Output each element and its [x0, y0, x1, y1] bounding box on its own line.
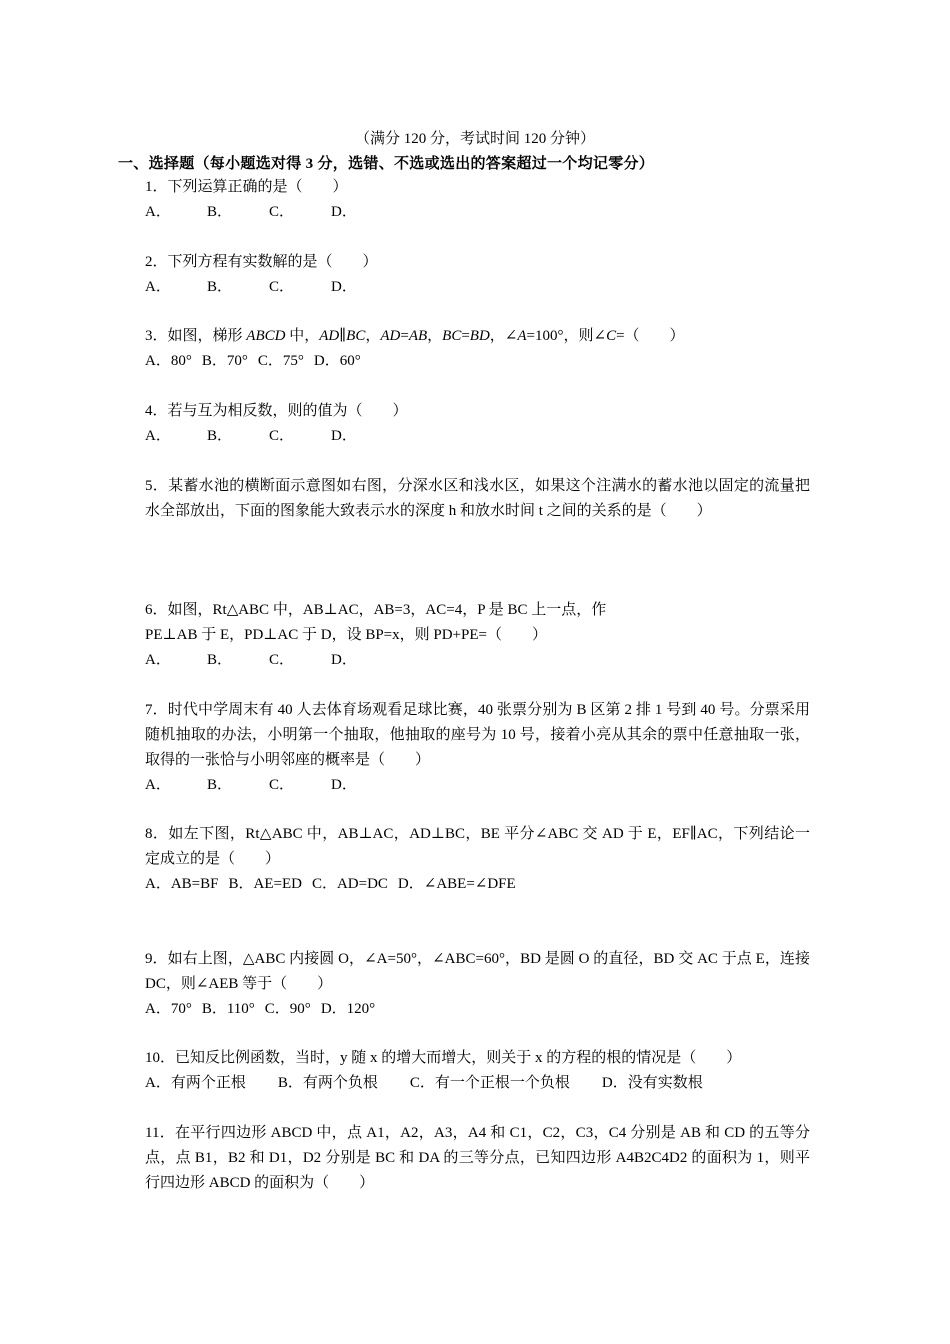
- option-d: D．∠ABE=∠DFE: [397, 876, 516, 892]
- question-number: 8．: [145, 826, 169, 842]
- option-d: D．120°: [320, 1001, 376, 1017]
- section-heading: 一、选择题（每小题选对得 3 分，选错、不选或选出的答案超过一个均记零分）: [118, 156, 655, 172]
- text-part: C: [606, 328, 617, 344]
- text-part: BD: [469, 328, 490, 344]
- exam-subtitle: （满分 120 分，考试时间 120 分钟）: [354, 131, 595, 147]
- option-b: B．: [207, 204, 233, 220]
- option-c: C．: [269, 652, 295, 668]
- question-number: 1．: [145, 179, 168, 195]
- option-c: C．: [269, 777, 295, 793]
- question-number: 2．: [145, 254, 168, 270]
- option-d: D．没有实数根: [601, 1075, 703, 1091]
- text-part: =（ ）: [616, 328, 685, 344]
- text-part: AD: [380, 328, 401, 344]
- text-part: AB: [408, 328, 428, 344]
- question-text: 若与互为相反数，则的值为（ ）: [167, 403, 408, 419]
- question-number: 4．: [145, 403, 168, 419]
- text-part: ，: [365, 328, 381, 344]
- text-part: BC: [346, 328, 366, 344]
- option-a: A．: [145, 428, 171, 444]
- option-a: A．: [145, 652, 171, 668]
- question-text: 下列运算正确的是（ ）: [167, 179, 348, 195]
- options: [145, 275, 810, 300]
- option-a: A．: [145, 279, 171, 295]
- text-part: BC: [442, 328, 462, 344]
- question-text: 已知反比例函数，当时，y 随 x 的增大而增大，则关于 x 的方程的根的情况是（ ）: [175, 1050, 742, 1066]
- question-text: 如左下图，Rt△ABC 中，AB⊥AC，AD⊥BC，BE 平分∠ABC 交 AD 于 E，EF∥AC，下列结论一定成立的是（ ）: [145, 826, 810, 867]
- option-c: C．90°: [264, 1001, 311, 1017]
- option-c: C．有一个正根一个负根: [409, 1075, 570, 1091]
- question-10: [145, 1046, 810, 1096]
- options: [145, 200, 810, 225]
- option-c: C．: [269, 204, 295, 220]
- question-text: 下列方程有实数解的是（ ）: [167, 254, 378, 270]
- text-part: =100°，则∠: [526, 328, 607, 344]
- option-b: B．: [207, 428, 233, 444]
- question-text: 时代中学周末有 40 人去体育场观看足球比赛，40 张票分别为 B 区第 2 排 1 号到 40 号。分票采用随机抽取的办法，小明第一个抽取，他抽取的座号为 10 号，接着小亮从其余的票中任意抽取一张，取得的一张恰与小明邻座的概率是（ ）: [145, 702, 810, 768]
- options: [145, 872, 810, 897]
- option-b: B．: [207, 652, 233, 668]
- question-number: 5．: [145, 478, 169, 494]
- text-part: A: [517, 328, 527, 344]
- option-a: A．AB=BF: [145, 876, 219, 892]
- text-part: ∥: [339, 328, 347, 344]
- option-c: C．: [269, 279, 295, 295]
- question-4: [145, 399, 810, 449]
- question-5: [145, 474, 810, 524]
- option-d: D．: [331, 279, 357, 295]
- option-a: A．: [145, 777, 171, 793]
- question-number: 9．: [145, 951, 168, 967]
- option-c: C．75°: [257, 353, 304, 369]
- option-c: C．: [269, 428, 295, 444]
- option-b: B．有两个负根: [277, 1075, 378, 1091]
- option-c: C．AD=DC: [311, 876, 388, 892]
- question-1: [145, 175, 810, 225]
- question-text-line1: 如图，Rt△ABC 中，AB⊥AC，AB=3，AC=4，P 是 BC 上一点，作: [167, 602, 607, 618]
- question-text-line2: PE⊥AB 于 E，PD⊥AC 于 D，设 BP=x，则 PD+PE=（ ）: [145, 627, 547, 643]
- options: [145, 1071, 810, 1096]
- option-b: B．AE=ED: [228, 876, 302, 892]
- option-a: A．: [145, 204, 171, 220]
- question-number: 11．: [145, 1125, 175, 1141]
- text-part: 中，: [285, 328, 320, 344]
- option-b: B．110°: [201, 1001, 255, 1017]
- question-number: 6．: [145, 602, 168, 618]
- option-a: A．70°: [145, 1001, 192, 1017]
- question-7: [145, 698, 810, 798]
- question-6: [145, 598, 810, 673]
- options: [145, 773, 810, 798]
- question-3: [145, 324, 810, 374]
- options: [145, 997, 810, 1022]
- question-number: 7．: [145, 702, 168, 718]
- option-d: D．60°: [313, 353, 361, 369]
- text-part: AD: [319, 328, 340, 344]
- question-number: 10．: [145, 1050, 176, 1066]
- option-d: D．: [331, 652, 357, 668]
- option-b: B．: [207, 777, 233, 793]
- question-8: [145, 822, 810, 897]
- option-d: D．: [331, 204, 357, 220]
- text-part: ，∠: [489, 328, 518, 344]
- options: [145, 424, 810, 449]
- question-text: 某蓄水池的横断面示意图如右图，分深水区和浅水区，如果这个注满水的蓄水池以固定的流量把水全部放出，下面的图象能大致表示水的深度 h 和放水时间 t 之间的关系的是（ ）: [145, 478, 810, 519]
- option-a: A．80°: [145, 353, 192, 369]
- question-number: 3．: [145, 328, 168, 344]
- text-part: ，: [427, 328, 443, 344]
- question-9: [145, 947, 810, 1022]
- question-text: 在平行四边形 ABCD 中，点 A1，A2，A3，A4 和 C1，C2，C3，C4 分别是 AB 和 CD 的五等分点，点 B1，B2 和 D1，D2 分别是 BC 和 DA 的三等分点，已知四边形 A4B2C4D2 的面积为 1，则平行四边形 ABCD 的面积为（ ）: [145, 1125, 810, 1191]
- question-2: [145, 250, 810, 300]
- text-part: =: [461, 328, 470, 344]
- question-text: 如右上图，△ABC 内接圆 O，∠A=50°，∠ABC=60°，BD 是圆 O 的直径，BD 交 AC 于点 E，连接 DC，则∠AEB 等于（ ）: [145, 951, 810, 992]
- option-b: B．70°: [201, 353, 248, 369]
- option-a: A．有两个正根: [145, 1075, 246, 1091]
- option-d: D．: [331, 428, 357, 444]
- text-part: ABCD: [246, 328, 286, 344]
- option-d: D．: [331, 777, 357, 793]
- text-part: 如图，梯形: [167, 328, 247, 344]
- text-part: =: [400, 328, 409, 344]
- option-b: B．: [207, 279, 233, 295]
- options: [145, 648, 810, 673]
- question-11: [145, 1121, 810, 1196]
- options: [145, 349, 810, 374]
